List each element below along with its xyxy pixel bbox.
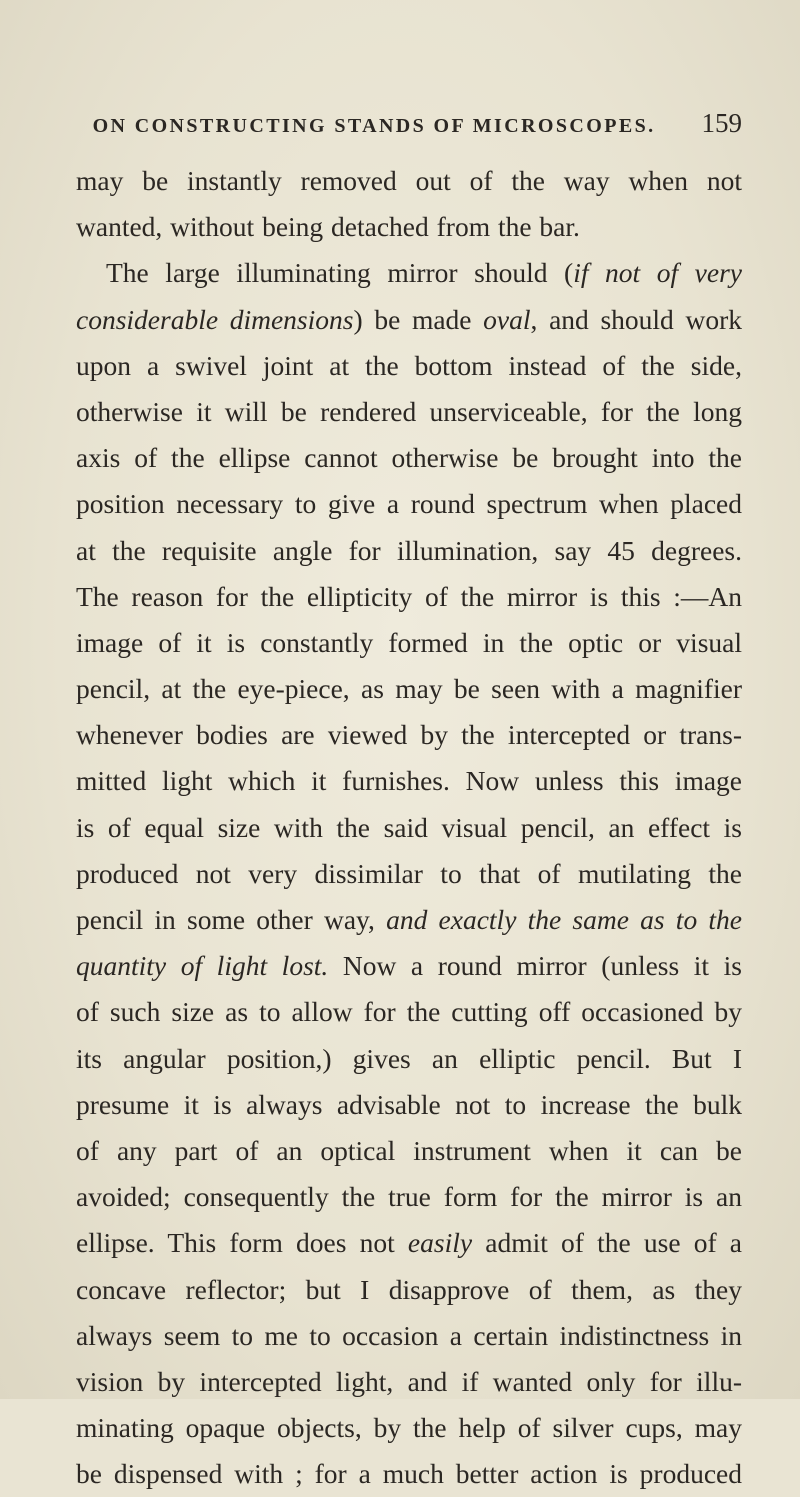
- text-line: [76, 158, 742, 204]
- text-segment: avoided; consequently the true form for the mirror is an: [76, 1181, 742, 1213]
- text-line: [76, 851, 742, 897]
- text-line: [76, 943, 742, 989]
- text-segment: produced not very dissimilar to that of mutilating the: [76, 857, 742, 889]
- running-title: ON CONSTRUCTING STANDS OF MICROSCOPES.: [92, 115, 656, 137]
- text-line: [76, 897, 742, 943]
- text-segment: The large illuminating mirror should (: [106, 257, 574, 289]
- text-segment: wanted, without being detached from the bar.: [76, 211, 580, 243]
- italic-text: easily: [407, 1227, 473, 1259]
- text-segment: at the requisite angle for illumination, say 45 degrees.: [76, 534, 742, 566]
- text-segment: image of it is constantly formed in the optic or visual: [76, 626, 742, 658]
- text-segment: pencil, at the eye-piece, as may be seen with a magnifier: [76, 673, 742, 705]
- text-segment: of any part of an optical instrument when it can be: [76, 1134, 742, 1166]
- text-line: [76, 1405, 742, 1451]
- text-segment: its angular position,) gives an elliptic pencil. But I: [76, 1042, 742, 1074]
- text-segment: otherwise it will be rendered unserviceable, for the long: [76, 395, 742, 427]
- text-segment: ellipse. This form does not: [76, 1227, 408, 1259]
- text-line: [76, 528, 742, 574]
- text-segment: vision by intercepted light, and if wanted only for illu-: [76, 1365, 742, 1397]
- text-segment: mitted light which it furnishes. Now unless this image: [76, 765, 742, 797]
- text-line: [76, 1359, 742, 1405]
- text-line: [76, 574, 742, 620]
- text-line: [76, 204, 742, 250]
- text-segment: whenever bodies are viewed by the intercepted or trans-: [76, 719, 742, 751]
- text-segment: admit of the use of a: [472, 1227, 743, 1259]
- text-line: [76, 1451, 742, 1497]
- italic-text: if not of very: [573, 257, 742, 289]
- text-line: [76, 758, 742, 804]
- text-line: [76, 343, 742, 389]
- text-line: [76, 989, 742, 1035]
- text-line: [76, 1313, 742, 1359]
- text-line: [76, 1128, 742, 1174]
- text-segment: ) be made: [353, 303, 484, 335]
- text-segment: Now a round mirror (unless it is: [328, 950, 742, 982]
- text-line: [76, 1036, 742, 1082]
- text-line: [76, 481, 742, 527]
- text-segment: minating opaque objects, by the help of silver cups, may: [76, 1412, 742, 1444]
- text-segment: pencil in some other way,: [76, 904, 387, 935]
- italic-text: considerable dimensions: [76, 303, 354, 335]
- text-segment: , and should work: [530, 303, 742, 335]
- text-line: [76, 1174, 742, 1220]
- text-segment: presume it is always advisable not to increase the bulk: [76, 1088, 742, 1120]
- text-segment: always seem to me to occasion a certain indistinctness in: [76, 1319, 742, 1351]
- text-segment: of such size as to allow for the cutting off occasioned by: [76, 996, 742, 1028]
- text-segment: is of equal size with the said visual pencil, an effect is: [76, 811, 742, 843]
- text-line: [76, 1082, 742, 1128]
- text-line: [76, 1267, 742, 1313]
- text-segment: be dispensed with ; for a much better action is produced: [76, 1458, 742, 1490]
- text-segment: concave reflector; but I disapprove of them, as they: [76, 1273, 742, 1305]
- text-line: [76, 712, 742, 758]
- text-line: [76, 620, 742, 666]
- body-text: [76, 158, 742, 1497]
- italic-text: and exactly the same as to the: [386, 904, 743, 935]
- page-number: 159: [701, 108, 742, 138]
- text-segment: axis of the ellipse cannot otherwise be brought into the: [76, 442, 742, 474]
- text-segment: upon a swivel joint at the bottom instead of the side,: [76, 349, 742, 381]
- text-line: [76, 297, 742, 343]
- text-line: [76, 250, 742, 296]
- text-line: [76, 666, 742, 712]
- text-line: [76, 435, 742, 481]
- text-segment: The reason for the ellipticity of the mirror is this :—An: [76, 580, 742, 612]
- text-line: [76, 389, 742, 435]
- text-segment: may be instantly removed out of the way when not: [76, 165, 742, 196]
- text-line: [76, 1220, 742, 1266]
- running-head: [80, 108, 742, 148]
- text-line: [76, 805, 742, 851]
- italic-text: oval: [483, 303, 531, 335]
- text-segment: position necessary to give a round spectrum when placed: [76, 488, 742, 520]
- italic-text: quantity of light lost.: [76, 950, 329, 982]
